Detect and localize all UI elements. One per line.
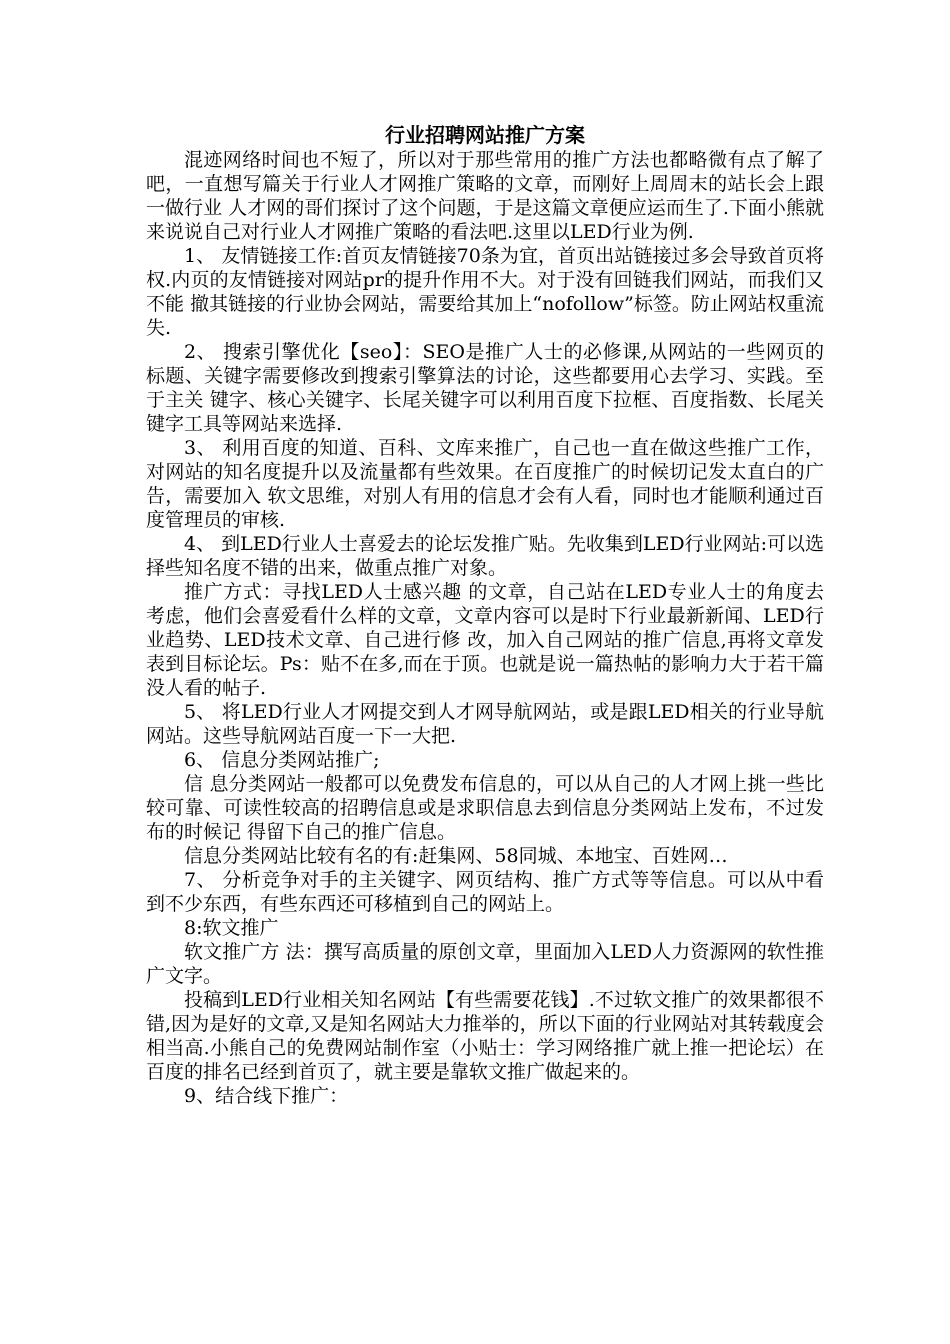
paragraph-4-method: 推广方式：寻找LED人士感兴趣 的文章，自己站在LED专业人士的角度去考虑，他们会喜爱看什么样的文章，文章内容可以是时下行业最新新闻、LED行业趋势、LED技术文章、自己进行修 改，加入自己网站的推广信息,再将文章发表到目标论坛。Ps：贴不在多,而在于顶。也就是说一篇热帖的影响力大于若干篇没人看的帖子. [146, 581, 824, 699]
paragraph-8-heading: 8:软文推广 [184, 917, 279, 939]
paragraph-8-submission: 投稿到LED行业相关知名网站【有些需要花钱】.不过软文推广的效果都很不 错,因为是好的文章,又是知名网站大力推举的，所以下面的行业网站对其转载度会相当高.小熊自己的免费网站制作室（小贴士：学习网络推广就上推一把论坛）在百度的排名已经到首页了，就主要是靠软文推广做起来的。 [146, 989, 831, 1083]
paragraph-9-heading: 9、结合线下推广： [184, 1085, 349, 1107]
paragraph-intro: 混迹网络时间也不短了，所以对于那些常用的推广方法也都略微有点了解了吧，一直想写篇关于行业人才网推广策略的文章，而刚好上周周末的站长会上跟一做行业 人才网的哥们探讨了这个问题，于是这篇文章便应运而生了.下面小熊就来说说自己对行业人才网推广策略的看法吧.这里以LED行业为例. [146, 149, 824, 243]
paragraph-6-heading: 6、 信息分类网站推广; [184, 749, 380, 771]
paragraph-5-navigation: 5、 将LED行业人才网提交到人才网导航网站，或是跟LED相关的行业导航网站。这些导航网站百度一下一大把. [146, 701, 824, 747]
paragraph-8-method: 软文推广方 法：撰写高质量的原创文章，里面加入LED人力资源网的软性推广文字。 [146, 941, 824, 987]
paragraph-3-baidu: 3、 利用百度的知道、百科、文库来推广，自己也一直在做这些推广工作，对网站的知名度提升以及流量都有些效果。在百度推广的时候切记发太直白的广告，需要加入 软文思维，对别人有用的信息才会有人看，同时也才能顺利通过百度管理员的审核. [146, 437, 824, 531]
paragraph-2-seo: 2、 搜索引擎优化【seo】：SEO是推广人士的必修课,从网站的一些网页的标题、关键字需要修改到搜索引擎算法的讨论，这些都要用心去学习、实践。至于主关 键字、核心关键字、长尾关键字可以利用百度下拉框、百度指数、长尾关键字工具等网站来选择. [146, 341, 824, 435]
paragraph-4-forums: 4、 到LED行业人士喜爱去的论坛发推广贴。先收集到LED行业网站:可以选择些知名度不错的出来，做重点推广对象。 [146, 533, 824, 579]
document-body [146, 122, 831, 1108]
paragraph-6-examples: 信息分类网站比较有名的有:赶集网、58同城、本地宝、百姓网… [184, 845, 728, 867]
paragraph-1-friend-links: 1、 友情链接工作:首页友情链接70条为宜，首页出站链接过多会导致首页将权.内页的友情链接对网站pr的提升作用不大。对于没有回链我们网站，而我们又不能 撤其链接的行业协会网站，需要给其加上“nofollow”标签。防止网站权重流失. [146, 245, 824, 339]
document-title: 行业招聘网站推广方案 [385, 123, 585, 147]
paragraph-6-detail: 信 息分类网站一般都可以免费发布信息的，可以从自己的人才网上挑一些比较可靠、可读性较高的招聘信息或是求职信息去到信息分类网站上发布，不过发布的时候记 得留下自己的推广信息。 [146, 773, 824, 843]
paragraph-7-competitors: 7、 分析竞争对手的主关键字、网页结构、推广方式等等信息。可以从中看到不少东西，有些东西还可移植到自己的网站上。 [146, 869, 824, 915]
